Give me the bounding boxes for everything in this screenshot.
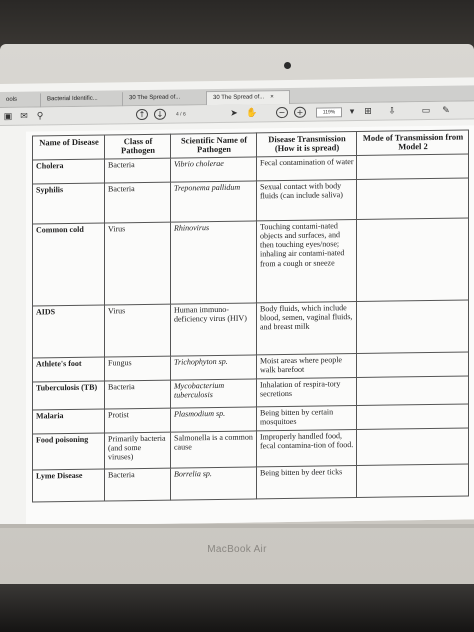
cell-transmission: Inhalation of respira-tory secretions xyxy=(257,377,357,406)
cell-transmission: Improperly handled food, fecal contamina-tion of food. xyxy=(257,429,357,466)
cell-pathogen-class: Bacteria xyxy=(105,158,171,183)
cell-scientific-name: Plasmodium sp. xyxy=(171,407,257,432)
pen-icon[interactable]: ✎ xyxy=(442,105,450,116)
keyboard-base xyxy=(0,584,474,632)
cell-disease-name: Lyme Disease xyxy=(33,469,105,502)
cell-mode-input[interactable] xyxy=(357,464,469,498)
cell-scientific-name: Vibrio cholerae xyxy=(171,157,257,182)
fit-page-icon[interactable]: ⊞ xyxy=(364,106,372,117)
tab-tools[interactable] xyxy=(0,93,40,108)
table-row xyxy=(33,300,469,358)
lock-icon[interactable]: ▣ xyxy=(3,111,13,122)
cell-scientific-name: Treponema pallidum xyxy=(171,181,257,222)
header-name: Name of Disease xyxy=(33,135,105,160)
header-transmission: Disease Transmission (How it is spread) xyxy=(257,132,357,157)
tab-label: 30 The Spread of... xyxy=(213,94,265,102)
cell-mode-input[interactable] xyxy=(357,154,469,180)
cell-transmission: Body fluids, which include blood, semen, vaginal fluids, and breast milk xyxy=(257,301,357,354)
laptop-screen xyxy=(0,77,474,526)
table-row xyxy=(33,464,469,502)
tab-label: 30 The Spread of... xyxy=(129,94,181,102)
camera-icon xyxy=(284,62,291,69)
document-page xyxy=(26,125,474,526)
cell-disease-name: Tuberculosis (TB) xyxy=(33,381,105,410)
zoom-in-icon[interactable]: + xyxy=(294,107,306,118)
cell-mode-input[interactable] xyxy=(357,404,469,430)
page-up-icon[interactable]: ↑ xyxy=(136,109,148,120)
zoom-out-icon[interactable]: − xyxy=(276,107,288,118)
table-row xyxy=(33,218,469,306)
search-icon[interactable]: ⚲ xyxy=(36,111,44,122)
cell-pathogen-class: Bacteria xyxy=(105,380,171,409)
cell-mode-input[interactable] xyxy=(357,428,469,466)
zoom-select[interactable]: 119% xyxy=(316,107,342,117)
download-icon[interactable]: ⇩ xyxy=(388,106,396,117)
cell-pathogen-class: Bacteria xyxy=(105,468,171,501)
cell-disease-name: Food poisoning xyxy=(33,433,105,470)
chevron-down-icon[interactable]: ▾ xyxy=(349,107,355,118)
cell-disease-name: Athlete's foot xyxy=(33,357,105,382)
page-indicator[interactable] xyxy=(176,109,202,119)
cell-mode-input[interactable] xyxy=(357,178,469,220)
cell-pathogen-class: Fungus xyxy=(105,356,171,381)
tab-label: ools xyxy=(6,96,18,103)
cell-pathogen-class: Primarily bacteria (and some viruses) xyxy=(105,432,171,469)
header-scientific-name: Scientific Name of Pathogen xyxy=(171,133,257,158)
table-row xyxy=(33,428,469,470)
cell-disease-name: Syphilis xyxy=(33,183,105,224)
cell-scientific-name: Human immuno-deficiency virus (HIV) xyxy=(171,303,257,356)
cell-scientific-name: Mycobacterium tuberculosis xyxy=(171,379,257,408)
header-mode: Mode of Transmission from Model 2 xyxy=(357,130,469,155)
cell-transmission: Sexual contact with body fluids (can include saliva) xyxy=(257,179,357,220)
page-down-icon[interactable]: ↓ xyxy=(154,109,166,120)
table-row xyxy=(33,178,469,224)
pointer-icon[interactable]: ➤ xyxy=(230,108,238,119)
cell-scientific-name: Salmonella is a common cause xyxy=(171,431,257,468)
mail-icon[interactable]: ✉ xyxy=(20,111,28,122)
cell-transmission: Fecal contamination of water xyxy=(257,155,357,180)
cell-scientific-name: Borrelia sp. xyxy=(171,467,257,500)
page-current[interactable]: 4 xyxy=(176,111,179,118)
laptop-logo: MacBook Air xyxy=(207,544,267,555)
cell-pathogen-class: Virus xyxy=(105,222,171,305)
cell-disease-name: Malaria xyxy=(33,409,105,434)
cell-transmission: Being bitten by certain mosquitoes xyxy=(257,405,357,430)
disease-table xyxy=(32,129,469,502)
cell-mode-input[interactable] xyxy=(357,300,469,354)
cell-mode-input[interactable] xyxy=(357,218,469,302)
cell-pathogen-class: Virus xyxy=(105,304,171,357)
cell-disease-name: AIDS xyxy=(33,305,105,358)
cell-mode-input[interactable] xyxy=(357,352,469,378)
tab-bacterial-identification[interactable] xyxy=(40,92,122,107)
screen-bottom-edge xyxy=(0,524,474,528)
cell-pathogen-class: Protist xyxy=(105,408,171,433)
tab-label: Bacterial Identific... xyxy=(47,95,98,103)
cell-scientific-name: Rhinovirus xyxy=(171,221,257,304)
cell-transmission: Being bitten by deer ticks xyxy=(257,465,357,498)
hand-icon[interactable]: ✋ xyxy=(246,108,258,119)
cell-transmission: Touching contami-nated objects and surfaces, and then touching eyes/nose; inhaling air contami-nated from a cough or sneeze xyxy=(257,219,357,302)
cell-scientific-name: Trichophyton sp. xyxy=(171,355,257,380)
comment-icon[interactable]: ▭ xyxy=(421,105,431,117)
cell-disease-name: Common cold xyxy=(33,223,105,306)
cell-disease-name: Cholera xyxy=(33,159,105,184)
cell-transmission: Moist areas where people walk barefoot xyxy=(257,353,357,378)
page-total: / 6 xyxy=(180,111,186,118)
close-icon[interactable]: × xyxy=(270,94,274,101)
tab-spread-1[interactable] xyxy=(122,91,206,106)
cell-mode-input[interactable] xyxy=(357,376,469,406)
cell-pathogen-class: Bacteria xyxy=(105,182,171,223)
tab-spread-2[interactable] xyxy=(206,90,290,105)
header-class: Class of Pathogen xyxy=(105,134,171,159)
